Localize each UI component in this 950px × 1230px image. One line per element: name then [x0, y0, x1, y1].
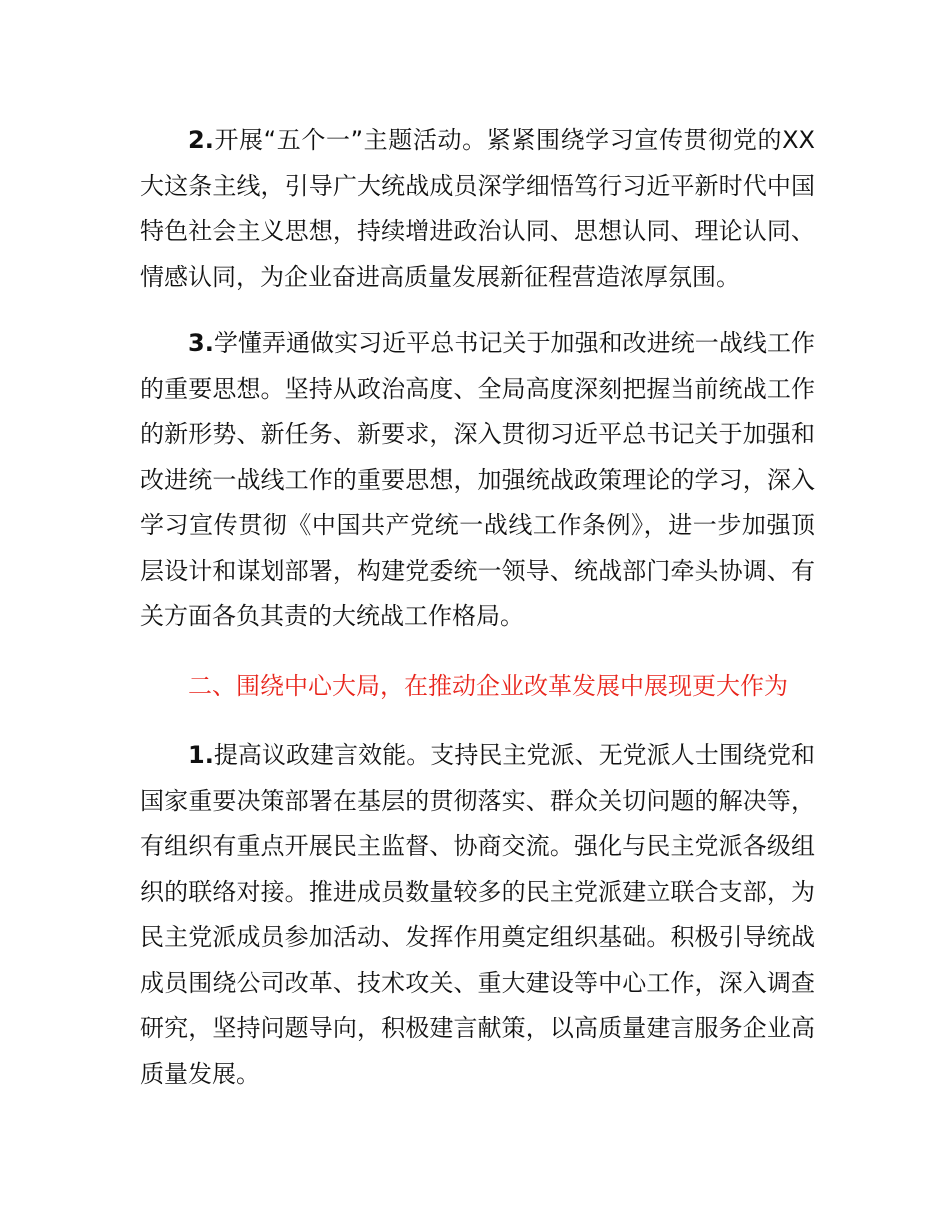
paragraph-number: 3. — [188, 329, 214, 357]
paragraph-lead: 开展“五个一”主题活动。 — [213, 126, 487, 154]
section-heading: 二、围绕中心大局，在推动企业改革发展中展现更大作为 — [188, 671, 788, 700]
paragraph-lead: 学懂弄通做实习近平总书记关于加强和改进统一战线工作的重要思想。 — [140, 329, 815, 403]
paragraph-number: 2. — [188, 126, 214, 154]
paragraph-lead: 提高议政建言效能。 — [213, 741, 431, 769]
paragraph-body: 坚持从政治高度、全局高度深刻把握当前统战工作的新形势、新任务、新要求，深入贯彻习近平总书记关于加强和改进统一战线工作的重要思想，加强统战政策理论的学习，深入学习宣传贯彻《中国共产党统一战线工作条例》，进一步加强顶层设计和谋划部署，构建党委统一领导、统战部门牵头协调、有关方面各负其责的大统战工作格局。 — [140, 374, 816, 630]
paragraph-body: 紧紧围绕学习宣传贯彻党的XX大这条主线，引导广大统战成员深学细悟笃行习近平新时代中国特色社会主义思想，持续增进政治认同、思想认同、理论认同、情感认同，为企业奋进高质量发展新征程营造浓厚氛围。 — [140, 126, 815, 291]
paragraph-body: 支持民主党派、无党派人士围绕党和国家重要决策部署在基层的贯彻落实、群众关切问题的解决等，有组织有重点开展民主监督、协商交流。强化与民主党派各级组织的联络对接。推进成员数量较多的民主党派建立联合支部，为民主党派成员参加活动、发挥作用奠定组织基础。积极引导统战成员围绕公司改革、技术攻关、重大建设等中心工作，深入调查研究，坚持问题导向，积极建言献策，以高质量建言服务企业高质量发展。 — [140, 741, 815, 1088]
document-page — [140, 118, 815, 1097]
paragraph-activity — [140, 118, 815, 300]
paragraph-study — [140, 321, 815, 640]
paragraph-number: 1. — [188, 741, 214, 769]
paragraph-advice — [140, 733, 815, 1097]
